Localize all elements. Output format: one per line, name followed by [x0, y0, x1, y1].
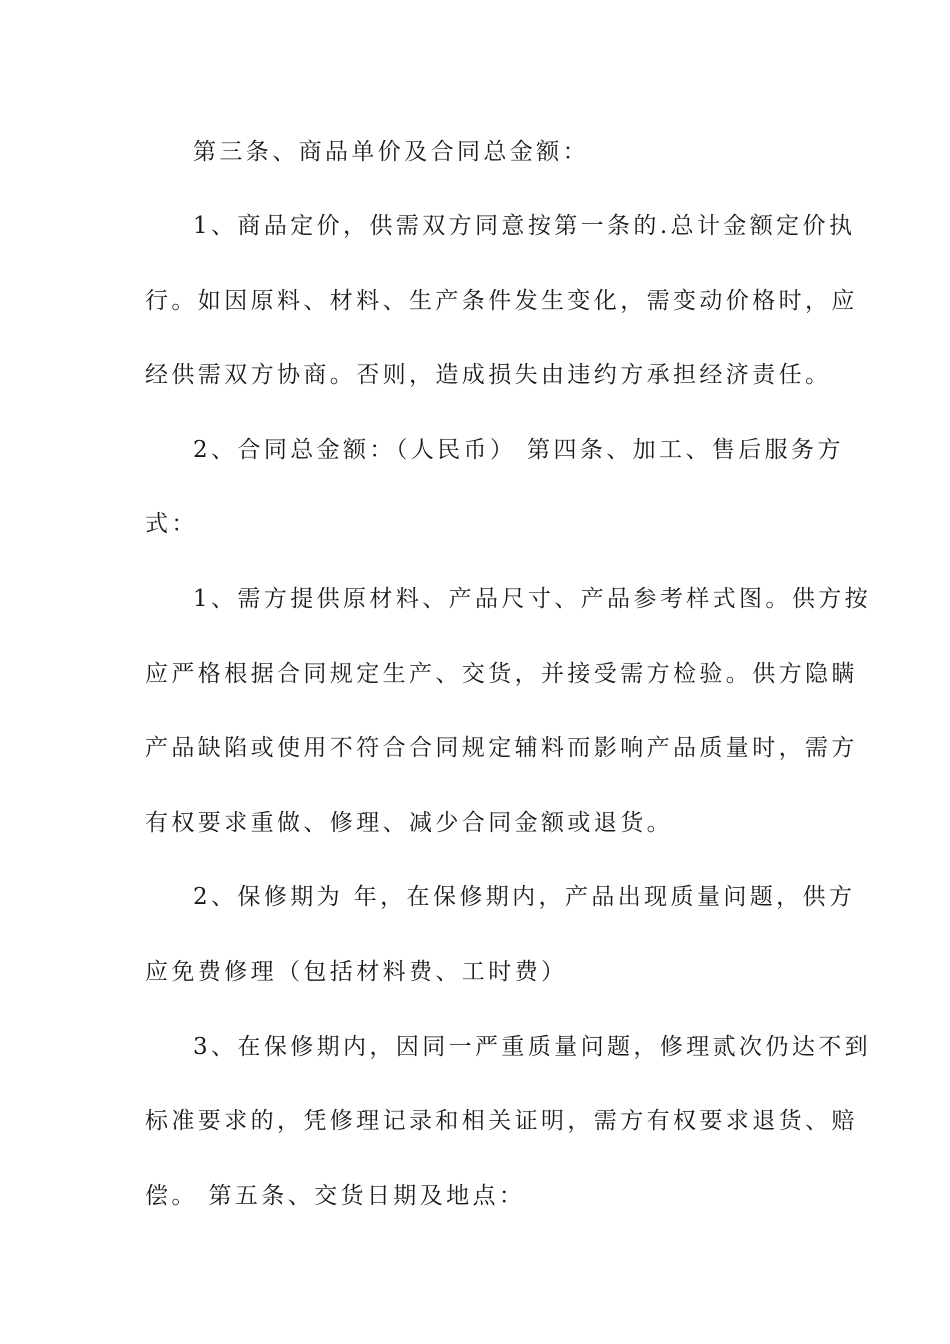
paragraph-line: 3、在保修期内，因同一严重质量问题，修理贰次仍达不到: [193, 1034, 872, 1060]
paragraph-line: 1、商品定价，供需双方同意按第一条的.总计金额定价执: [193, 213, 856, 239]
paragraph-line: 应免费修理（包括材料费、工时费）: [145, 959, 568, 985]
paragraph-line: 有权要求重做、修理、减少合同金额或退货。: [145, 810, 673, 836]
paragraph-line: 1、需方提供原材料、产品尺寸、产品参考样式图。供方按: [193, 586, 872, 612]
paragraph-line: 经供需双方协商。否则，造成损失由违约方承担经济责任。: [145, 362, 832, 388]
paragraph-line: 行。如因原料、材料、生产条件发生变化，需变动价格时，应: [145, 288, 858, 314]
paragraph-line: 应严格根据合同规定生产、交货，并接受需方检验。供方隐瞒: [145, 661, 858, 687]
paragraph-line: 偿。 第五条、交货日期及地点：: [145, 1183, 526, 1209]
paragraph-line: 2、保修期为 年，在保修期内，产品出现质量问题，供方: [193, 884, 856, 910]
paragraph-line: 式：: [145, 511, 198, 537]
paragraph-line: 产品缺陷或使用不符合合同规定辅料而影响产品质量时，需方: [145, 735, 858, 761]
clause-three-heading: 第三条、商品单价及合同总金额：: [193, 139, 589, 165]
paragraph-line: 标准要求的，凭修理记录和相关证明，需方有权要求退货、赔: [145, 1108, 858, 1134]
paragraph-line: 2、合同总金额：（人民币） 第四条、加工、售后服务方: [193, 437, 844, 463]
